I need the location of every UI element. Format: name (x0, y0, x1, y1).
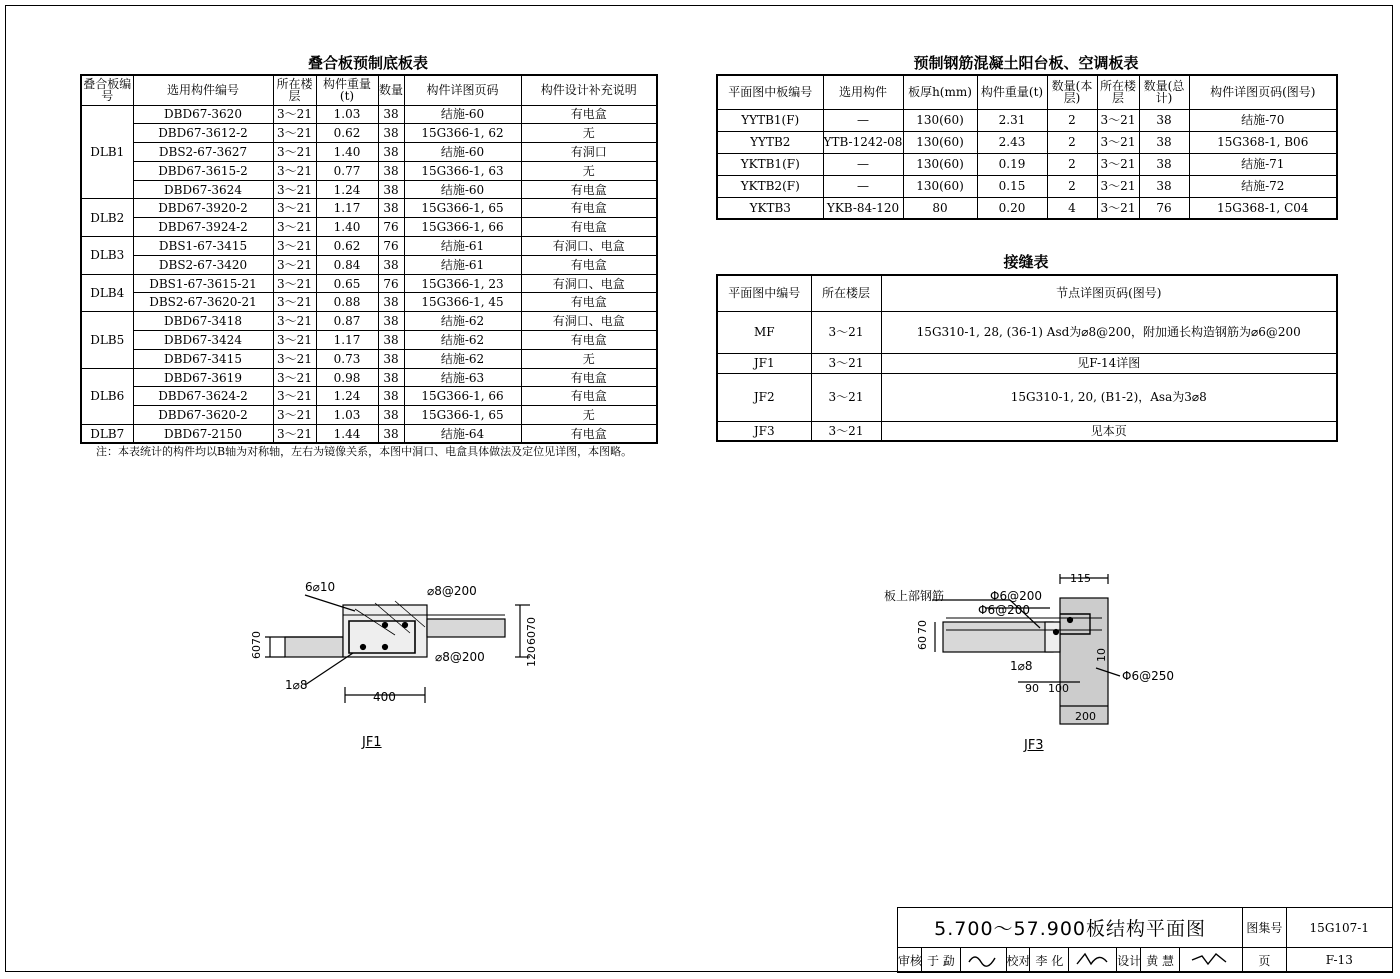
table-cell: 15G366-1, 66 (404, 218, 521, 237)
slab-group-id: DLB2 (81, 199, 133, 237)
table-row (81, 161, 657, 180)
check-label: 校对 (1006, 948, 1030, 973)
table1-title: 叠合板预制底板表 (307, 54, 428, 72)
table-cell: DBD67-3920-2 (133, 199, 273, 218)
table-cell: 有电盒 (521, 368, 657, 387)
jf1-detail-drawing (245, 575, 545, 755)
jf3-caption: JF3 (1024, 738, 1044, 753)
table-cell: 1.03 (316, 105, 378, 124)
table-cell: DBD67-3415 (133, 349, 273, 368)
table-cell: 2.31 (977, 109, 1047, 131)
table-cell: 3～21 (273, 161, 316, 180)
table-cell: 3～21 (1097, 197, 1139, 219)
table-cell: 15G310-1, 28, (36-1) Asd为⌀8@200，附加通长构造钢筋为⌀6@200 (881, 311, 1337, 353)
table-cell: JF1 (717, 353, 811, 373)
table-row (717, 109, 1337, 131)
table-cell: DBD67-3418 (133, 312, 273, 331)
table-cell: 2 (1047, 131, 1097, 153)
table-cell: 0.15 (977, 175, 1047, 197)
table-cell: 有洞口、电盒 (521, 312, 657, 331)
table-cell: 0.73 (316, 349, 378, 368)
table-cell: 结施-72 (1189, 175, 1337, 197)
checker-name: 李 化 (1030, 948, 1069, 973)
jf1-caption: JF1 (362, 735, 382, 750)
table-cell: 0.87 (316, 312, 378, 331)
table-cell: YYTB2 (717, 131, 823, 153)
table-cell: DBD67-3424 (133, 331, 273, 350)
table-cell: DBD67-3612-2 (133, 124, 273, 143)
jf3-dim-60: 60 (916, 636, 929, 650)
table-cell: 结施-61 (404, 255, 521, 274)
table-cell: 15G366-1, 45 (404, 293, 521, 312)
jf3-top-bar-label: 板上部钢筋 (884, 589, 945, 603)
table-cell: 结施-70 (1189, 109, 1337, 131)
table-cell: 130(60) (903, 131, 977, 153)
slab-group-id: DLB1 (81, 105, 133, 199)
table-cell: 15G366-1, 66 (404, 387, 521, 406)
jf1-bottom-bar-label: 1⌀8 (285, 678, 308, 692)
table-cell: 15G310-1, 20, (B1-2)，Asa为3⌀8 (881, 373, 1337, 421)
table-cell: 3～21 (273, 274, 316, 293)
table-cell: 3～21 (1097, 109, 1139, 131)
t2-header-cell: 构件重量(t) (977, 75, 1047, 109)
table-row (81, 312, 657, 331)
table-cell: 15G366-1, 63 (404, 161, 521, 180)
table-row (81, 368, 657, 387)
table-cell: DBD67-3615-2 (133, 161, 273, 180)
table-cell: 0.20 (977, 197, 1047, 219)
table-cell: DBD67-3620 (133, 105, 273, 124)
table-cell: 1.17 (316, 199, 378, 218)
table-cell: YKB-84-120 (823, 197, 903, 219)
table-cell: 结施-62 (404, 331, 521, 350)
table-cell: 38 (1139, 109, 1189, 131)
title-block (897, 907, 1393, 973)
t2-header-cell: 所在楼层 (1097, 75, 1139, 109)
t2-header-cell: 选用构件 (823, 75, 903, 109)
table-row (81, 349, 657, 368)
table-cell: 38 (378, 293, 404, 312)
jf3-dim-100: 100 (1048, 682, 1069, 695)
table-row (717, 197, 1337, 219)
table-cell: 结施-62 (404, 349, 521, 368)
table-cell: 3～21 (273, 255, 316, 274)
table-row (81, 293, 657, 312)
jf3-bottom-bar-label: 1⌀8 (1010, 659, 1033, 673)
table-cell: 有电盒 (521, 105, 657, 124)
table-row (81, 255, 657, 274)
table-cell: 1.44 (316, 425, 378, 444)
jf1-dim-70-right: 70 (525, 617, 538, 631)
checker-signature (1069, 948, 1117, 973)
table-cell: DBS2-67-3620-21 (133, 293, 273, 312)
table-cell: 有电盒 (521, 387, 657, 406)
table-cell: — (823, 175, 903, 197)
table-cell: 结施-64 (404, 425, 521, 444)
table-cell: 15G366-1, 23 (404, 274, 521, 293)
table-row (81, 425, 657, 444)
jf1-dim-60: 60 (250, 645, 263, 659)
table-row (717, 131, 1337, 153)
jf3-dim-70: 70 (916, 620, 929, 634)
table-cell: 38 (378, 331, 404, 350)
t1-header-cell: 选用构件编号 (133, 75, 273, 105)
table-cell: 38 (378, 387, 404, 406)
table-row (81, 274, 657, 293)
table-cell: 38 (378, 368, 404, 387)
table2-title: 预制钢筋混凝土阳台板、空调板表 (913, 54, 1139, 72)
table-row (81, 237, 657, 256)
t2-header-cell: 平面图中板编号 (717, 75, 823, 109)
table-cell: DBS1-67-3615-21 (133, 274, 273, 293)
table-cell: 见F-14详图 (881, 353, 1337, 373)
table-cell: MF (717, 311, 811, 353)
slab-group-id: DLB6 (81, 368, 133, 424)
table-cell: 有洞口 (521, 143, 657, 162)
table-cell: 3～21 (273, 105, 316, 124)
table-row (81, 105, 657, 124)
t1-header-cell: 构件详图页码 (404, 75, 521, 105)
table-cell: 2 (1047, 153, 1097, 175)
table-cell: 3～21 (273, 349, 316, 368)
table-cell: JF2 (717, 373, 811, 421)
t1-header-cell: 叠合板编号 (81, 75, 133, 105)
table-cell: JF3 (717, 421, 811, 441)
table-cell: 2 (1047, 109, 1097, 131)
table-row (717, 175, 1337, 197)
table-cell: YYTB1(F) (717, 109, 823, 131)
table-cell: 15G366-1, 62 (404, 124, 521, 143)
table-cell: 3～21 (273, 124, 316, 143)
table-cell: 3～21 (273, 143, 316, 162)
table-cell: 2 (1047, 175, 1097, 197)
table-cell: 3～21 (811, 373, 881, 421)
table-row (81, 331, 657, 350)
table-cell: 0.62 (316, 237, 378, 256)
table-cell: 结施-61 (404, 237, 521, 256)
table-cell: DBD67-3619 (133, 368, 273, 387)
table-row (81, 199, 657, 218)
jf1-dim-120: 120 (525, 646, 538, 667)
jf3-stirrup-label: Φ6@250 (1122, 669, 1174, 683)
table-cell: 3～21 (273, 237, 316, 256)
table-cell: DBS2-67-3627 (133, 143, 273, 162)
table-cell: DBS2-67-3420 (133, 255, 273, 274)
drawing-title: 5.700～57.900板结构平面图 (898, 908, 1243, 948)
table-cell: 130(60) (903, 109, 977, 131)
table-cell: 76 (378, 218, 404, 237)
table-cell: 38 (378, 406, 404, 425)
table3-title: 接缝表 (1003, 253, 1049, 271)
table-cell: 1.03 (316, 406, 378, 425)
t2-header-cell: 数量(本层) (1047, 75, 1097, 109)
table-cell: 3～21 (273, 331, 316, 350)
table-cell: 3～21 (273, 180, 316, 199)
t3-header-cell: 所在楼层 (811, 275, 881, 311)
table-cell: 3～21 (273, 406, 316, 425)
balcony-slab-table (716, 74, 1338, 220)
slab-group-id: DLB7 (81, 425, 133, 444)
table-cell: 结施-62 (404, 312, 521, 331)
table-cell: YTB-1242-08 (823, 131, 903, 153)
jf1-bar-label: 6⌀10 (305, 580, 336, 594)
table-cell: 0.98 (316, 368, 378, 387)
jf3-dim-10: 10 (1095, 648, 1108, 662)
slab-group-id: DLB4 (81, 274, 133, 312)
table-cell: 38 (378, 312, 404, 331)
slab-group-id: DLB3 (81, 237, 133, 275)
table-cell: 1.40 (316, 218, 378, 237)
atlas-no-label: 图集号 (1243, 908, 1286, 948)
jf3-rebar-label-1: Φ6@200 (990, 589, 1042, 603)
table-cell: 无 (521, 349, 657, 368)
table-cell: 38 (1139, 175, 1189, 197)
table-cell: 38 (1139, 153, 1189, 175)
table-cell: 38 (378, 199, 404, 218)
table-cell: 0.65 (316, 274, 378, 293)
table-cell: — (823, 153, 903, 175)
table-row (81, 218, 657, 237)
table-row (717, 373, 1337, 421)
table-cell: 有电盒 (521, 218, 657, 237)
table-cell: 结施-63 (404, 368, 521, 387)
t3-header-cell: 节点详图页码(图号) (881, 275, 1337, 311)
table-cell: 130(60) (903, 175, 977, 197)
table-cell: 结施-60 (404, 143, 521, 162)
table-cell: DBD67-3620-2 (133, 406, 273, 425)
table-cell: 38 (378, 425, 404, 444)
t2-header-cell: 构件详图页码(图号) (1189, 75, 1337, 109)
table-cell: — (823, 109, 903, 131)
table-cell: 80 (903, 197, 977, 219)
table-cell: 3～21 (1097, 131, 1139, 153)
precast-slab-table (80, 74, 658, 444)
table-cell: 0.77 (316, 161, 378, 180)
table-row (81, 387, 657, 406)
table-cell: YKTB1(F) (717, 153, 823, 175)
table-row (81, 180, 657, 199)
jf1-stirrup-label-2: ⌀8@200 (435, 650, 485, 664)
page-label: 页 (1243, 948, 1286, 973)
table-cell: 结施-60 (404, 180, 521, 199)
reviewer-signature (960, 948, 1006, 973)
table-cell: YKTB2(F) (717, 175, 823, 197)
table-row (717, 153, 1337, 175)
t2-header-cell: 数量(总计) (1139, 75, 1189, 109)
table-cell: 3～21 (273, 425, 316, 444)
table-cell: 38 (378, 255, 404, 274)
table-cell: 1.17 (316, 331, 378, 350)
table-row (717, 421, 1337, 441)
designer-signature (1180, 948, 1243, 973)
table-cell: 1.40 (316, 143, 378, 162)
jf3-dim-200: 200 (1075, 710, 1096, 723)
table-cell: 4 (1047, 197, 1097, 219)
jf1-stirrup-label: ⌀8@200 (427, 584, 477, 598)
table-cell: 1.24 (316, 387, 378, 406)
table-cell: DBD67-3624-2 (133, 387, 273, 406)
table-cell: 0.62 (316, 124, 378, 143)
table-cell: 有电盒 (521, 331, 657, 350)
table-cell: 3～21 (273, 312, 316, 331)
jf1-dim-70: 70 (250, 631, 263, 645)
table-cell: 15G366-1, 65 (404, 199, 521, 218)
table-cell: 130(60) (903, 153, 977, 175)
t1-header-cell: 构件重量(t) (316, 75, 378, 105)
jf1-dim-60-right: 60 (525, 631, 538, 645)
table-cell: 38 (1139, 131, 1189, 153)
designer-name: 黄 慧 (1141, 948, 1180, 973)
table-cell: 0.84 (316, 255, 378, 274)
table-cell: 0.19 (977, 153, 1047, 175)
table-cell: 有电盒 (521, 425, 657, 444)
table-cell: 1.24 (316, 180, 378, 199)
table-row (81, 406, 657, 425)
table-cell: 3～21 (811, 353, 881, 373)
table-cell: DBD67-2150 (133, 425, 273, 444)
t1-header-cell: 构件设计补充说明 (521, 75, 657, 105)
jf3-rebar-label-2: Φ6@200 (978, 603, 1030, 617)
table-cell: 结施-71 (1189, 153, 1337, 175)
table-cell: 38 (378, 349, 404, 368)
table-cell: 2.43 (977, 131, 1047, 153)
table-row (717, 311, 1337, 353)
table-cell: 3～21 (811, 421, 881, 441)
review-label: 审核 (898, 948, 922, 973)
table-cell: 见本页 (881, 421, 1337, 441)
table-cell: 38 (378, 105, 404, 124)
table-cell: 有电盒 (521, 180, 657, 199)
table-cell: 有洞口、电盒 (521, 274, 657, 293)
table-cell: 15G368-1, C04 (1189, 197, 1337, 219)
table-cell: 76 (378, 274, 404, 293)
table-row (81, 124, 657, 143)
table-cell: 无 (521, 124, 657, 143)
table-cell: 有电盒 (521, 293, 657, 312)
table-cell: 3～21 (273, 293, 316, 312)
table-cell: DBD67-3624 (133, 180, 273, 199)
joint-table (716, 274, 1338, 442)
table-cell: 无 (521, 406, 657, 425)
jf3-dim-90: 90 (1025, 682, 1039, 695)
jf1-width-dim: 400 (373, 690, 396, 704)
reviewer-name: 于 勐 (921, 948, 960, 973)
table-cell: 无 (521, 161, 657, 180)
table1-note: 注：本表统计的构件均以B轴为对称轴，左右为镜像关系，本图中洞口、电盒具体做法及定位见详图，本图略。 (96, 445, 633, 458)
table-cell: 38 (378, 124, 404, 143)
table-cell: DBS1-67-3415 (133, 237, 273, 256)
table-cell: 76 (1139, 197, 1189, 219)
jf3-detail-drawing (880, 570, 1200, 740)
page-no: F-13 (1286, 948, 1392, 973)
atlas-no: 15G107-1 (1286, 908, 1392, 948)
t1-header-cell: 所在楼层 (273, 75, 316, 105)
table-cell: 有洞口、电盒 (521, 237, 657, 256)
table-row (81, 143, 657, 162)
jf3-dim-115: 115 (1070, 572, 1091, 585)
table-cell: 3～21 (273, 387, 316, 406)
table-cell: 3～21 (1097, 175, 1139, 197)
slab-group-id: DLB5 (81, 312, 133, 368)
table-cell: 38 (378, 143, 404, 162)
table-cell: 3～21 (273, 368, 316, 387)
t2-header-cell: 板厚h(mm) (903, 75, 977, 109)
table-cell: 38 (378, 161, 404, 180)
t1-header-cell: 数量 (378, 75, 404, 105)
design-label: 设计 (1117, 948, 1141, 973)
table-cell: DBD67-3924-2 (133, 218, 273, 237)
table-cell: 0.88 (316, 293, 378, 312)
table-cell: 有电盒 (521, 255, 657, 274)
table-cell: 3～21 (811, 311, 881, 353)
table-cell: 有电盒 (521, 199, 657, 218)
table-cell: 15G366-1, 65 (404, 406, 521, 425)
table-cell: 3～21 (1097, 153, 1139, 175)
table-cell: 38 (378, 180, 404, 199)
table-cell: YKTB3 (717, 197, 823, 219)
table-cell: 3～21 (273, 199, 316, 218)
table-cell: 76 (378, 237, 404, 256)
table-cell: 15G368-1, B06 (1189, 131, 1337, 153)
table-row (717, 353, 1337, 373)
table-cell: 3～21 (273, 218, 316, 237)
table-cell: 结施-60 (404, 105, 521, 124)
t3-header-cell: 平面图中编号 (717, 275, 811, 311)
